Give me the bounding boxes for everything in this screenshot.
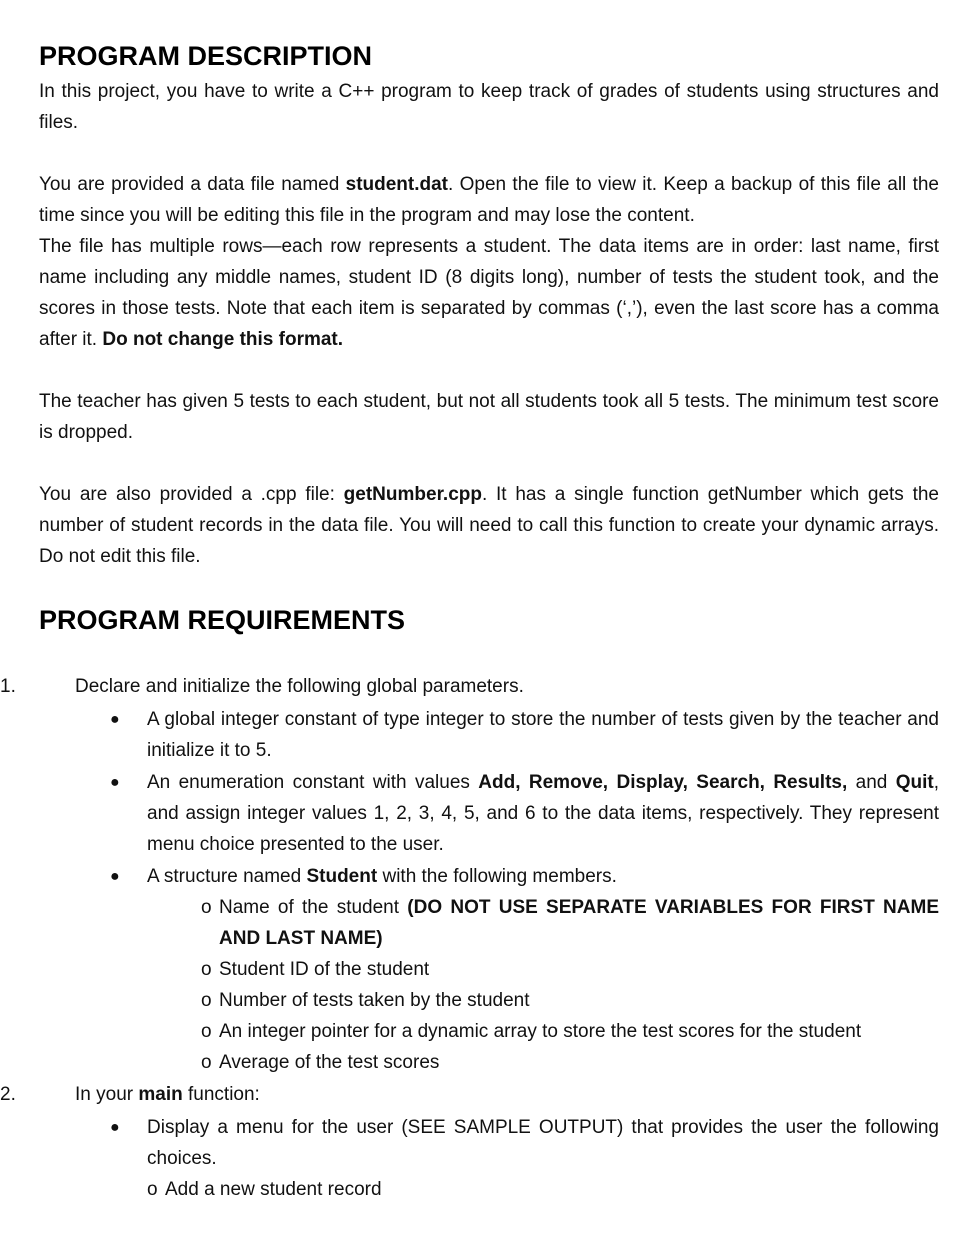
menu-choices-list [147, 1174, 939, 1205]
main-function-list [75, 1112, 939, 1205]
tests-paragraph: The teacher has given 5 tests to each student, but not all students took all 5 tests. The minimum test score is dropped. [39, 391, 939, 443]
cpp-file-name: getNumber.cpp [343, 484, 482, 505]
file-format-paragraph: The file has multiple rows—each row represents a student. The data items are in order: last name, first name including any middle names, student ID (8 digits long), number of tests the student took, and the scores in those tests. Note that each item is separated by commas (‘,’), even the last score has a comma after it. Do not change this format. [39, 236, 939, 350]
bullet-display-menu: ● Display a menu for the user (SEE SAMPLE OUTPUT) that provides the user the following choices. o Add a new student record [147, 1112, 939, 1205]
member-average: o Average of the test scores [201, 1047, 939, 1078]
member-name: o Name of the student (DO NOT USE SEPARATE VARIABLES FOR FIRST NAME AND LAST NAME) [201, 892, 939, 954]
requirements-list [0, 671, 939, 1205]
circle-bullet-icon: o [201, 1052, 212, 1073]
cpp-file-paragraph: You are also provided a .cpp file: getNumber.cpp. It has a single function getNumber which gets the number of student records in the data file. You will need to call this function to create your dynamic arrays. Do not edit this file. [39, 484, 939, 567]
program-requirements-heading: PROGRAM REQUIREMENTS [39, 605, 406, 635]
bullet-enumeration: ● An enumeration constant with values Add, Remove, Display, Search, Results, and Quit, and assign integer values 1, 2, 3, 4, 5, and 6 to the data items, respectively. They represent menu choice presented to the user. [147, 767, 939, 860]
format-warning: Do not change this format. [102, 329, 344, 350]
bullet-global-constant: ● A global integer constant of type integer to store the number of tests given by the teacher and initialize it to 5. [147, 704, 939, 766]
requirement-1-text: Declare and initialize the following global parameters. [75, 676, 524, 697]
global-parameters-list [75, 704, 939, 1078]
bullet-icon: ● [110, 711, 120, 728]
data-file-name: student.dat [345, 174, 449, 195]
item-number: 1. [0, 676, 16, 697]
member-number-of-tests: o Number of tests taken by the student [201, 985, 939, 1016]
data-file-paragraph: You are provided a data file named student.dat. Open the file to view it. Keep a backup of this file all the time since you will be editing this file in the program and may lose the content. [39, 174, 939, 226]
bullet-icon: ● [110, 1119, 120, 1136]
program-description-heading: PROGRAM DESCRIPTION [39, 41, 373, 71]
bullet-icon: ● [110, 868, 120, 885]
item-number: 2. [0, 1084, 16, 1105]
circle-bullet-icon: o [147, 1179, 158, 1200]
document-page [0, 38, 939, 1206]
circle-bullet-icon: o [201, 990, 212, 1011]
bullet-icon: ● [110, 774, 120, 791]
member-scores-pointer: o An integer pointer for a dynamic array to store the test scores for the student [201, 1016, 939, 1047]
bullet-structure: ● A structure named Student with the following members. o Name of the student (DO NOT USE SEPARATE VARIABLES FOR FIRST NAME AND LAST NAME) o Student ID of the student o Number of tests taken by the student o An integer pointer for a dynamic array to store the test scores for the student o Average of the test scores [147, 861, 939, 1078]
circle-bullet-icon: o [201, 1021, 212, 1042]
structure-members-list [147, 892, 939, 1078]
intro-paragraph: In this project, you have to write a C++ program to keep track of grades of students using structures and files. [39, 81, 939, 133]
requirement-item-2: 2. In your main function: ● Display a menu for the user (SEE SAMPLE OUTPUT) that provides the user the following choices. o Add a new student record [0, 1079, 939, 1205]
requirement-item-1 [0, 671, 939, 1078]
member-student-id: o Student ID of the student [201, 954, 939, 985]
choice-add-record: o Add a new student record [147, 1174, 939, 1205]
circle-bullet-icon: o [201, 897, 212, 918]
circle-bullet-icon: o [201, 959, 212, 980]
